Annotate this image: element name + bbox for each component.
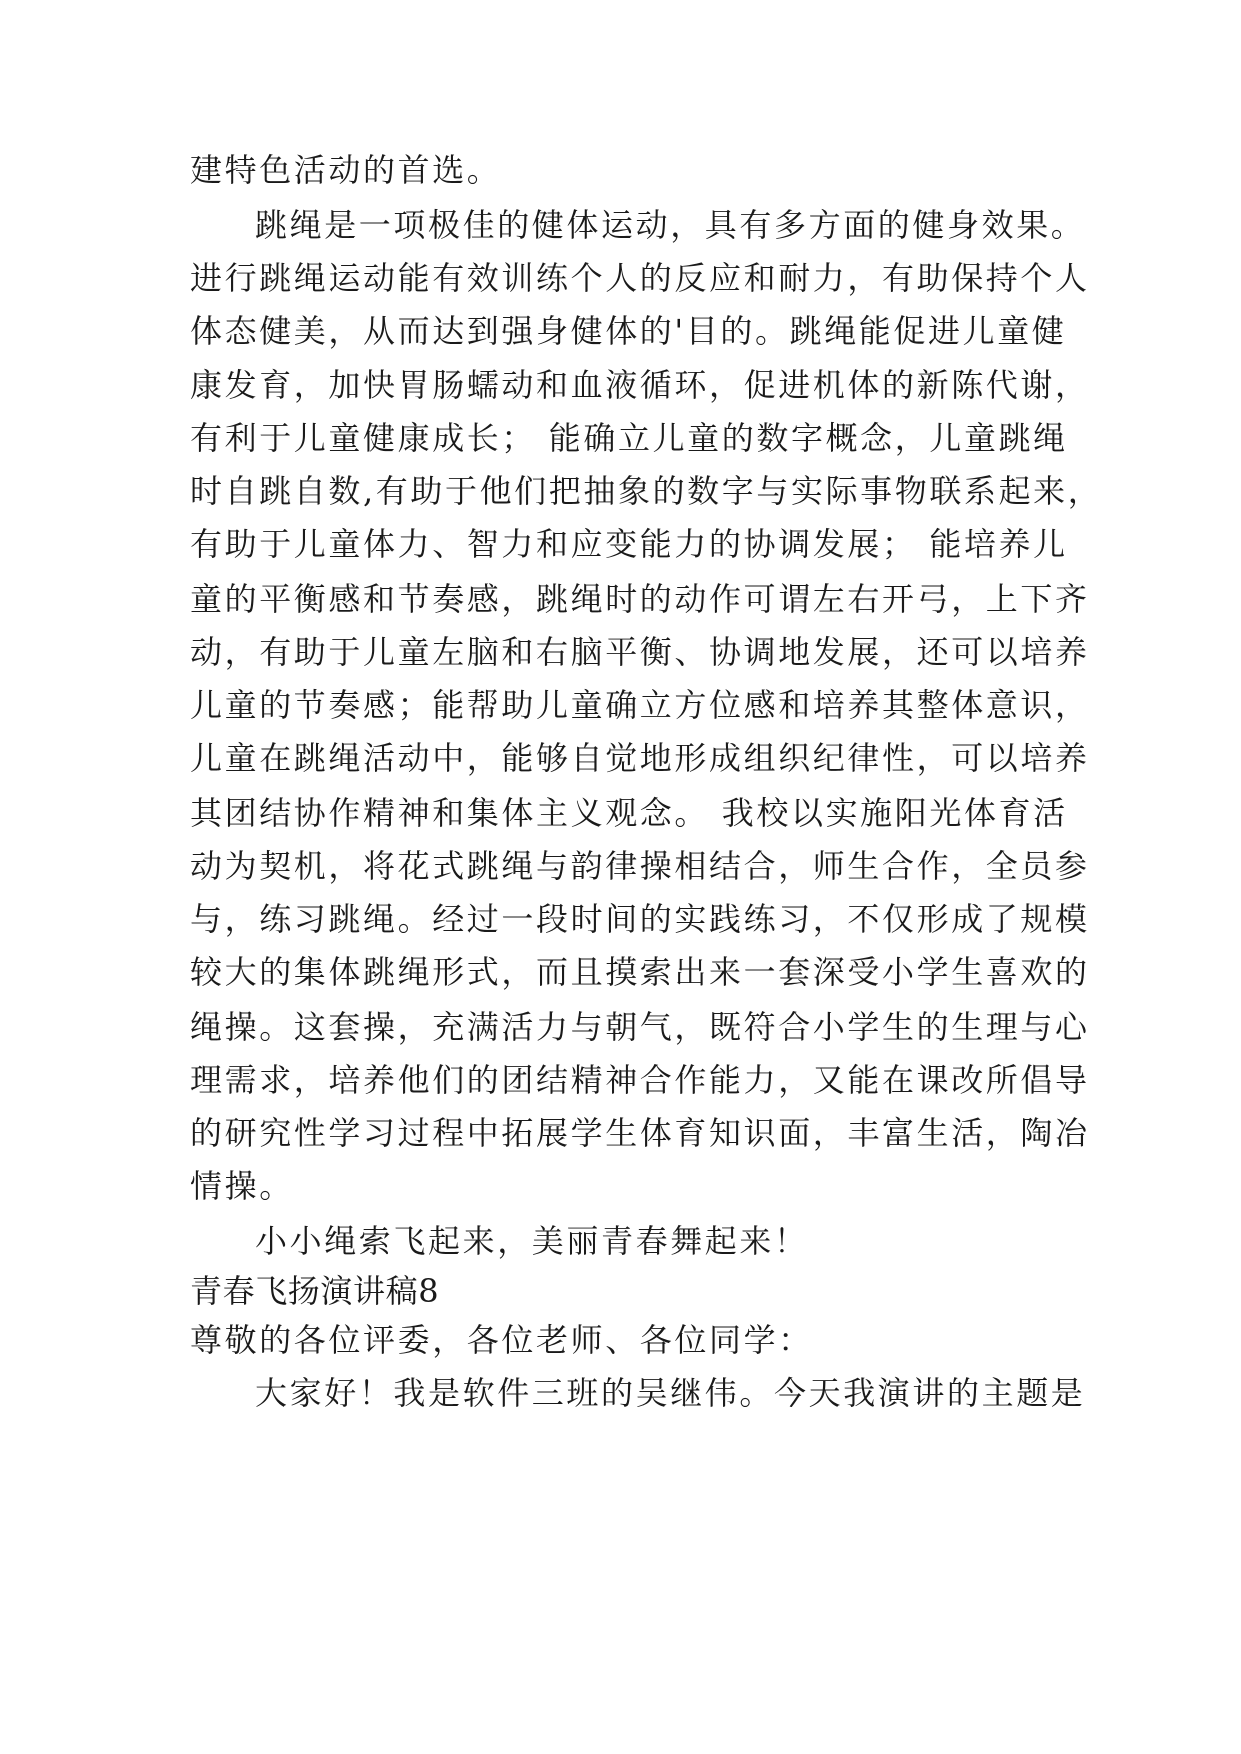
salutation: 尊敬的各位评委，各位老师、各位同学： <box>190 1321 813 1359</box>
text-line: 较大的集体跳绳形式，而且摸索出来一套深受小学生喜欢的 <box>190 953 1090 991</box>
text-line: 童的平衡感和节奏感，跳绳时的动作可谓左右开弓，上下齐 <box>190 580 1090 618</box>
text-line: 大家好！我是软件三班的吴继伟。今天我演讲的主题是 <box>255 1374 1086 1412</box>
text-line: 进行跳绳运动能有效训练个人的反应和耐力，有助保持个人 <box>190 259 1090 297</box>
text-line: 康发育，加快胃肠蠕动和血液循环，促进机体的新陈代谢， <box>190 366 1090 404</box>
text-line: 体态健美，从而达到强身健体的'目的。跳绳能促进儿童健 <box>190 312 1067 350</box>
text-line: 绳操。这套操，充满活力与朝气，既符合小学生的生理与心 <box>190 1008 1090 1046</box>
text-line: 有利于儿童健康成长； 能确立儿童的数字概念，儿童跳绳 <box>190 419 1068 457</box>
text-line: 理需求，培养他们的团结精神合作能力，又能在课改所倡导 <box>190 1061 1090 1099</box>
text-line: 动，有助于儿童左脑和右脑平衡、协调地发展，还可以培养 <box>190 633 1090 671</box>
text-line: 小小绳索飞起来，美丽青春舞起来！ <box>255 1222 809 1260</box>
text-line: 儿童在跳绳活动中，能够自觉地形成组织纪律性，可以培养 <box>190 739 1090 777</box>
text-line: 与，练习跳绳。经过一段时间的实践练习，不仅形成了规模 <box>190 900 1090 938</box>
text-line: 跳绳是一项极佳的健体运动，具有多方面的健身效果。 <box>255 206 1086 244</box>
text-line: 其团结协作精神和集体主义观念。 我校以实施阳光体育活 <box>190 794 1068 832</box>
text-line: 的研究性学习过程中拓展学生体育知识面，丰富生活，陶冶 <box>190 1114 1090 1152</box>
text-line: 儿童的节奏感；能帮助儿童确立方位感和培养其整体意识， <box>190 686 1090 724</box>
text-line: 时自跳自数,有助于他们把抽象的数字与实际事物联系起来， <box>190 472 1103 510</box>
section-heading: 青春飞扬演讲稿8 <box>190 1272 440 1310</box>
text-line: 有助于儿童体力、智力和应变能力的协调发展； 能培养儿 <box>190 525 1068 563</box>
text-line: 建特色活动的首选。 <box>190 151 502 189</box>
text-line: 情操。 <box>190 1167 294 1205</box>
text-line: 动为契机，将花式跳绳与韵律操相结合，师生合作，全员参 <box>190 847 1090 885</box>
